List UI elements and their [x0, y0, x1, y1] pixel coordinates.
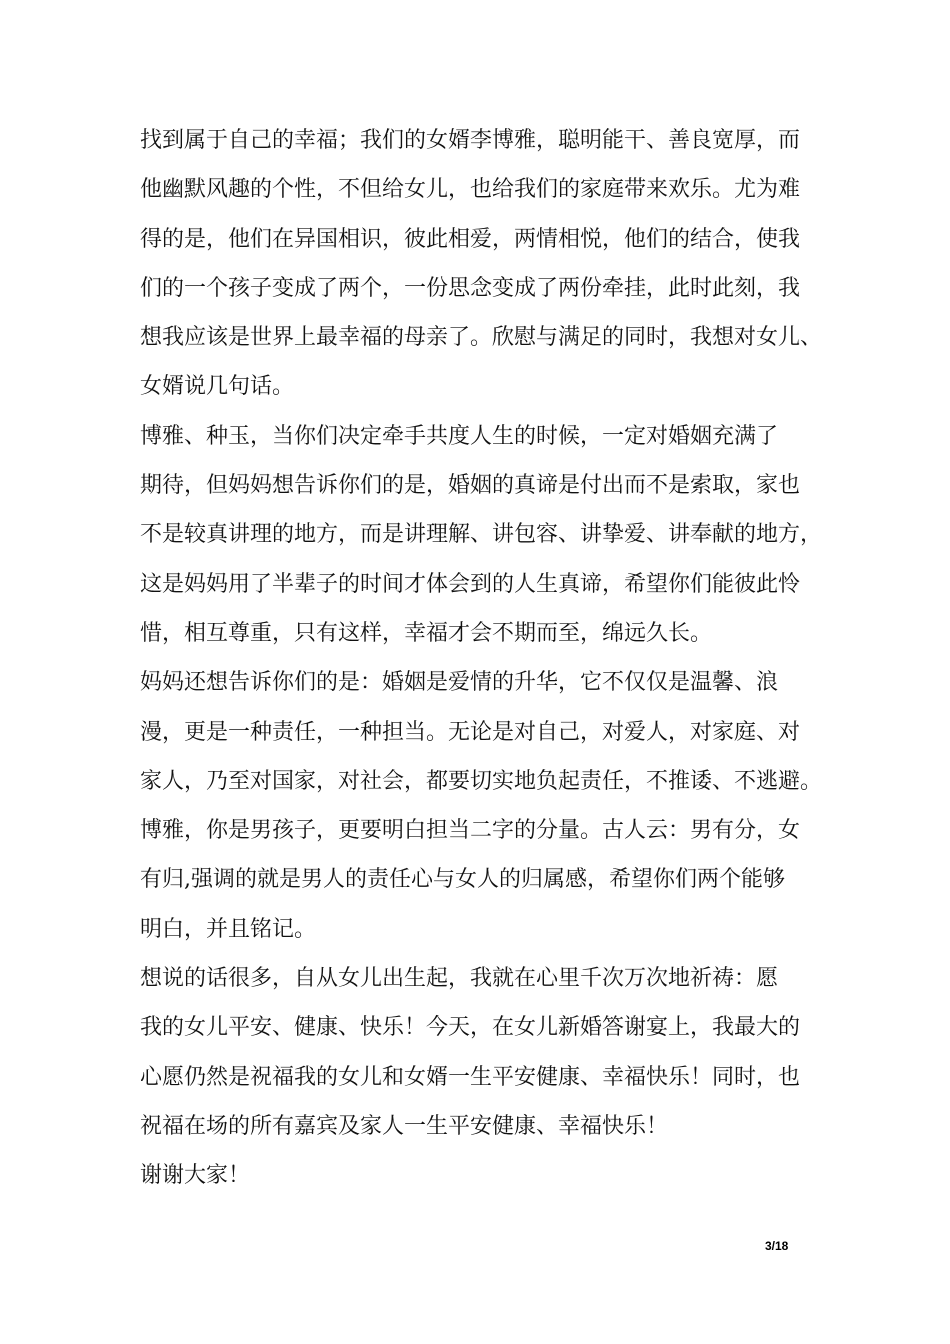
text-line: 惜，相互尊重，只有这样，幸福才会不期而至，绵远久长。 [140, 620, 713, 646]
text-line: 女婿说几句话。 [140, 374, 295, 400]
text-line: 得的是，他们在异国相识，彼此相爱，两情相悦，他们的结合，使我 [140, 226, 801, 252]
text-line: 找到属于自己的幸福；我们的女婿李博雅，聪明能干、善良宽厚，而 [140, 128, 801, 153]
body-text [140, 116, 830, 1201]
text-line: 我的女儿平安、健康、快乐！今天，在女儿新婚答谢宴上，我最大的 [140, 1015, 801, 1041]
text-line: 这是妈妈用了半辈子的时间才体会到的人生真谛，希望你们能彼此怜 [140, 571, 801, 597]
text-line: 博雅，你是男孩子，更要明白担当二字的分量。古人云：男有分，女 [140, 818, 801, 844]
text-line: 期待，但妈妈想告诉你们的是，婚姻的真谛是付出而不是索取，家也 [140, 473, 801, 499]
text-line: 博雅、种玉，当你们决定牵手共度人生的时候，一定对婚姻充满了 [140, 423, 779, 449]
text-line: 们的一个孩子变成了两个，一份思念变成了两份牵挂，此时此刻，我 [140, 275, 801, 301]
text-line: 不是较真讲理的地方，而是讲理解、讲包容、讲挚爱、讲奉献的地方， [140, 522, 823, 548]
page-number: 3/18 [765, 1239, 789, 1253]
text-line: 心愿仍然是祝福我的女儿和女婿一生平安健康、幸福快乐！同时，也 [140, 1064, 801, 1090]
text-line: 妈妈还想告诉你们的是：婚姻是爱情的升华，它不仅仅是温馨、浪 [140, 670, 779, 696]
text-line: 明白，并且铭记。 [140, 916, 317, 942]
text-line: 想我应该是世界上最幸福的母亲了。欣慰与满足的同时，我想对女儿、 [140, 325, 823, 351]
text-line: 漫，更是一种责任，一种担当。无论是对自己，对爱人，对家庭、对 [140, 719, 801, 745]
text-line: 谢谢大家！ [140, 1163, 251, 1189]
text-line: 他幽默风趣的个性，不但给女儿，也给我们的家庭带来欢乐。尤为难 [140, 177, 801, 203]
text-line: 家人，乃至对国家，对社会，都要切实地负起责任，不推诿、不逃避。 [140, 768, 823, 794]
text-line: 想说的话很多，自从女儿出生起，我就在心里千次万次地祈祷：愿 [140, 966, 779, 992]
text-line: 祝福在场的所有嘉宾及家人一生平安健康、幸福快乐！ [140, 1113, 669, 1139]
text-line: 有归,强调的就是男人的责任心与女人的归属感，希望你们两个能够 [140, 867, 785, 893]
